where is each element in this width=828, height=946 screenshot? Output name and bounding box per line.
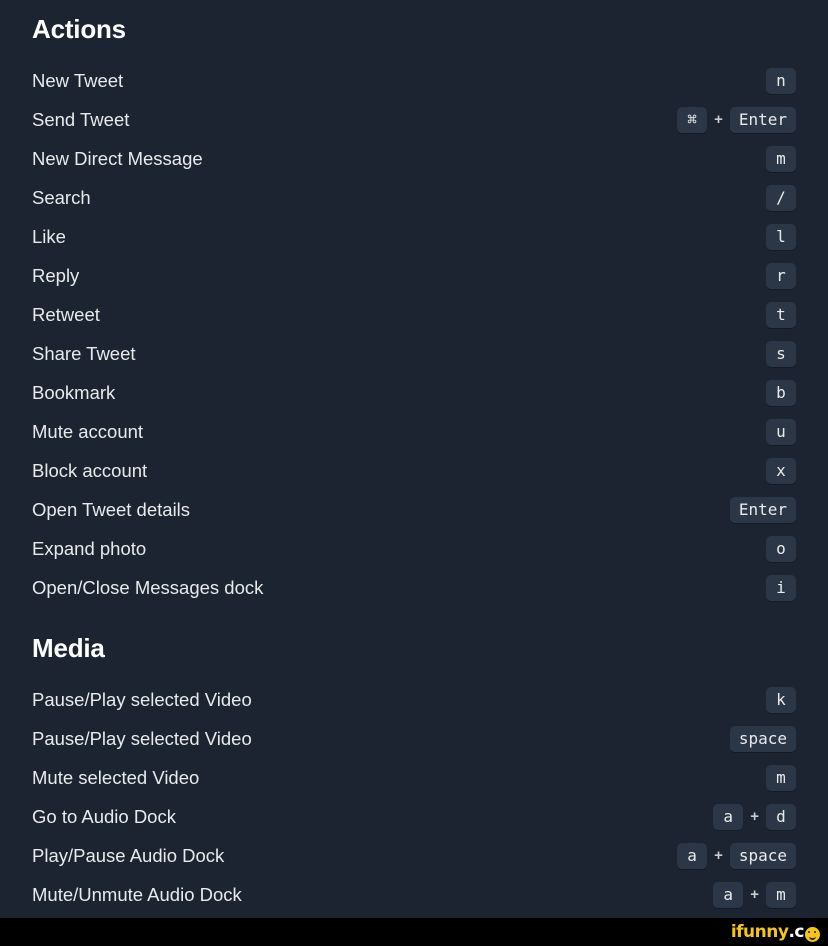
key-separator: + [714, 847, 723, 864]
shortcut-label: Block account [32, 459, 148, 481]
key-cap-enter: Enter [730, 497, 796, 523]
shortcut-keys [766, 341, 796, 367]
key-cap: l [766, 224, 796, 250]
shortcut-label: Open/Close Messages dock [32, 576, 264, 598]
shortcut-row[interactable] [32, 256, 796, 295]
key-cap: n [766, 68, 796, 94]
shortcut-keys [677, 843, 796, 869]
shortcut-label: New Tweet [32, 69, 124, 91]
shortcut-keys [766, 687, 796, 713]
shortcut-list-actions [32, 61, 796, 607]
shortcut-keys [766, 146, 796, 172]
shortcut-label: Bookmark [32, 381, 116, 403]
section-actions [32, 0, 796, 607]
key-cap-enter: Enter [730, 107, 796, 133]
key-cap: a [713, 804, 743, 830]
key-cap: o [766, 536, 796, 562]
key-cap-space: space [730, 726, 796, 752]
shortcut-label: Go to Audio Dock [32, 805, 176, 827]
watermark-text-domain: .c [788, 922, 804, 942]
shortcut-row[interactable] [32, 490, 796, 529]
key-cap: d [766, 804, 796, 830]
shortcut-keys [766, 575, 796, 601]
smiley-face-icon [805, 927, 820, 942]
shortcut-label: Pause/Play selected Video [32, 688, 252, 710]
shortcut-label: Retweet [32, 303, 100, 325]
watermark-bar [0, 918, 828, 946]
shortcut-row[interactable] [32, 797, 796, 836]
section-title-actions: Actions [32, 14, 126, 44]
shortcut-label: Expand photo [32, 537, 147, 559]
shortcut-row[interactable] [32, 217, 796, 256]
shortcut-keys [730, 497, 796, 523]
shortcut-row[interactable] [32, 178, 796, 217]
ifunny-watermark [731, 922, 820, 942]
key-cap: u [766, 419, 796, 445]
section-media [32, 607, 796, 914]
shortcut-keys [713, 882, 796, 908]
shortcut-keys [766, 765, 796, 791]
key-cap: a [677, 843, 707, 869]
shortcut-keys [766, 263, 796, 289]
shortcut-row[interactable] [32, 412, 796, 451]
shortcut-label: Open Tweet details [32, 498, 191, 520]
shortcut-label: Share Tweet [32, 342, 136, 364]
shortcut-row[interactable] [32, 875, 796, 914]
shortcut-label: Mute/Unmute Audio Dock [32, 883, 242, 905]
shortcut-row[interactable] [32, 758, 796, 797]
shortcut-list-media [32, 680, 796, 914]
shortcut-keys [766, 536, 796, 562]
key-cap: b [766, 380, 796, 406]
watermark-text-accent: ifunny [730, 922, 789, 942]
shortcut-row[interactable] [32, 295, 796, 334]
shortcut-keys [713, 804, 796, 830]
shortcut-row[interactable] [32, 680, 796, 719]
shortcut-label: Search [32, 186, 91, 208]
shortcut-keys [766, 185, 796, 211]
key-cap: a [713, 882, 743, 908]
shortcut-keys [766, 458, 796, 484]
section-title-media: Media [32, 633, 105, 663]
shortcut-row[interactable] [32, 100, 796, 139]
shortcut-label: Mute account [32, 420, 144, 442]
key-cap: t [766, 302, 796, 328]
shortcut-label: Play/Pause Audio Dock [32, 844, 225, 866]
key-cap: r [766, 263, 796, 289]
key-cap: m [766, 146, 796, 172]
shortcut-label: Pause/Play selected Video [32, 727, 252, 749]
key-cap: i [766, 575, 796, 601]
shortcut-keys [766, 224, 796, 250]
key-cap: / [766, 185, 796, 211]
key-cap-space: space [730, 843, 796, 869]
key-cap: m [766, 765, 796, 791]
key-cap: m [766, 882, 796, 908]
key-cap: s [766, 341, 796, 367]
shortcut-label: Reply [32, 264, 80, 286]
shortcut-row[interactable] [32, 334, 796, 373]
shortcut-row[interactable] [32, 529, 796, 568]
shortcut-keys [766, 419, 796, 445]
shortcut-row[interactable] [32, 373, 796, 412]
shortcut-keys [766, 302, 796, 328]
key-separator: + [750, 808, 759, 825]
shortcut-keys [766, 68, 796, 94]
shortcut-row[interactable] [32, 61, 796, 100]
shortcut-row[interactable] [32, 836, 796, 875]
shortcut-keys [730, 726, 796, 752]
shortcut-label: New Direct Message [32, 147, 203, 169]
shortcut-keys [766, 380, 796, 406]
shortcut-row[interactable] [32, 451, 796, 490]
shortcut-row[interactable] [32, 719, 796, 758]
key-separator: + [750, 886, 759, 903]
key-separator: + [714, 111, 723, 128]
shortcut-row[interactable] [32, 568, 796, 607]
shortcut-keys [677, 107, 796, 133]
shortcut-label: Mute selected Video [32, 766, 200, 788]
key-cap: k [766, 687, 796, 713]
key-cap: x [766, 458, 796, 484]
shortcut-label: Like [32, 225, 66, 247]
shortcut-row[interactable] [32, 139, 796, 178]
key-cap-command: ⌘ [677, 107, 707, 133]
shortcut-label: Send Tweet [32, 108, 130, 130]
